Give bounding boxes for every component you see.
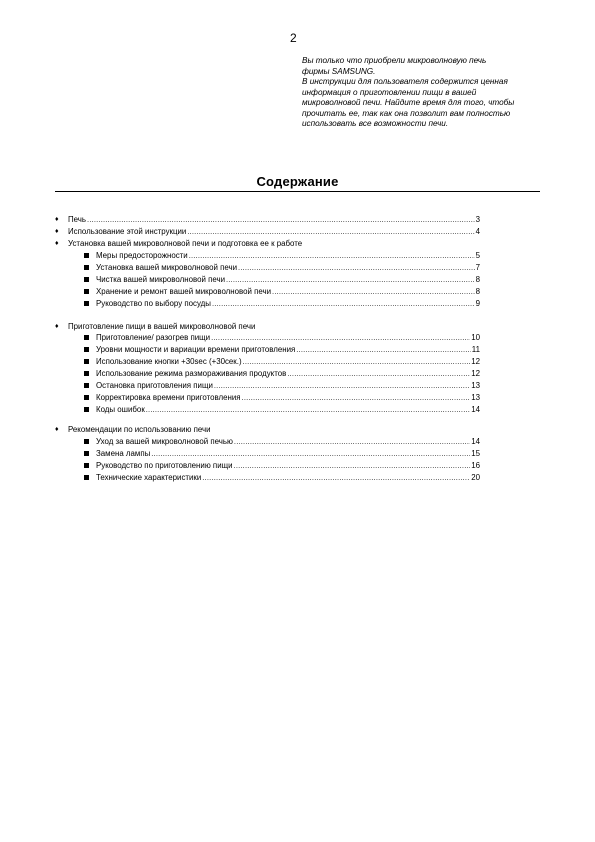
- square-bullet-icon: [84, 335, 89, 340]
- toc-entry-page: 14: [471, 405, 480, 414]
- dot-leader: [272, 287, 475, 297]
- dot-leader: [243, 357, 471, 367]
- square-bullet-icon: [84, 383, 89, 388]
- toc-entry[interactable]: [96, 473, 480, 483]
- toc-entry-label: Замена лампы: [96, 449, 151, 458]
- dot-leader: [151, 449, 470, 459]
- toc-entry[interactable]: [96, 449, 480, 459]
- toc-entry-page: 8: [475, 287, 480, 296]
- square-bullet-icon: [84, 347, 89, 352]
- toc-entry-label: Руководство по приготовлению пищи: [96, 461, 233, 470]
- toc-entry-label: Остановка приготовления пищи: [96, 381, 213, 390]
- square-bullet-icon: [84, 395, 89, 400]
- dot-leader: [242, 393, 471, 403]
- dot-leader: [87, 215, 475, 225]
- toc-entry-page: 9: [475, 299, 480, 308]
- toc-entry-page: 13: [471, 393, 480, 402]
- toc-entry-label: Хранение и ремонт вашей микроволновой печи: [96, 287, 272, 296]
- dot-leader: [214, 381, 470, 391]
- diamond-bullet-icon: ♦: [55, 240, 59, 247]
- toc-entry-page: 14: [471, 437, 480, 446]
- dot-leader: [211, 333, 470, 343]
- square-bullet-icon: [84, 407, 89, 412]
- toc-entry-page: 7: [475, 263, 480, 272]
- toc-entry[interactable]: [68, 227, 480, 237]
- toc-entry[interactable]: [96, 299, 480, 309]
- dot-leader: [238, 263, 475, 273]
- toc-entry-label: Меры предосторожности: [96, 251, 188, 260]
- dot-leader: [234, 437, 470, 447]
- toc-entry-label: Использование кнопки +30sec (+30сек.): [96, 357, 242, 366]
- toc-entry-label: Руководство по выбору посуды: [96, 299, 211, 308]
- intro-text: [302, 56, 552, 130]
- dot-leader: [187, 227, 474, 237]
- toc-entry-page: 13: [471, 381, 480, 390]
- intro-line: микроволновой печи. Найдите время для того, чтобы: [302, 98, 515, 107]
- intro-line: прочитать ее, так как она позволит вам полностью: [302, 108, 511, 118]
- toc-entry[interactable]: [96, 287, 480, 297]
- toc-entry[interactable]: [96, 369, 480, 379]
- intro-line: Вы только что приобрели микроволновую печь: [302, 56, 487, 65]
- dot-leader: [202, 473, 470, 483]
- intro-line: В инструкции для пользователя содержится ценная: [302, 77, 508, 86]
- square-bullet-icon: [84, 475, 89, 480]
- toc-entry[interactable]: [96, 461, 480, 471]
- title-divider: [55, 191, 540, 192]
- toc-entry[interactable]: [96, 357, 480, 367]
- toc-entry-label: Печь: [68, 215, 87, 224]
- toc-entry-page: 20: [471, 473, 480, 482]
- toc-entry-label: Уход за вашей микроволновой печью: [96, 437, 233, 446]
- intro-line: информация о приготовлении пищи в вашей: [302, 87, 477, 97]
- toc-section-heading[interactable]: Установка вашей микроволновой печи и подготовка ее к работе: [68, 239, 303, 248]
- toc-entry[interactable]: [96, 381, 480, 391]
- diamond-bullet-icon: ♦: [55, 323, 59, 330]
- toc-entry-label: Приготовление/ разогрев пищи: [96, 333, 211, 342]
- toc-entry-page: 11: [471, 345, 480, 354]
- toc-entry-page: 8: [475, 275, 480, 284]
- page-number: 2: [290, 31, 297, 45]
- intro-line: фирмы SAMSUNG.: [302, 66, 376, 76]
- toc-entry-page: 12: [471, 357, 480, 366]
- square-bullet-icon: [84, 359, 89, 364]
- toc-entry[interactable]: [96, 437, 480, 447]
- diamond-bullet-icon: ♦: [55, 228, 59, 235]
- diamond-bullet-icon: ♦: [55, 426, 59, 433]
- toc-entry-page: 12: [471, 369, 480, 378]
- dot-leader: [296, 345, 471, 355]
- intro-line: использовать все возможности печи.: [302, 119, 449, 128]
- square-bullet-icon: [84, 301, 89, 306]
- square-bullet-icon: [84, 371, 89, 376]
- toc-entry-page: 5: [475, 251, 480, 260]
- square-bullet-icon: [84, 439, 89, 444]
- dot-leader: [226, 275, 475, 285]
- square-bullet-icon: [84, 253, 89, 258]
- toc-entry-label: Чистка вашей микроволновой печи: [96, 275, 225, 284]
- toc-entry-label: Использование этой инструкции: [68, 227, 187, 236]
- square-bullet-icon: [84, 289, 89, 294]
- toc-entry-label: Уровни мощности и вариации времени приготовления: [96, 345, 296, 354]
- dot-leader: [146, 405, 470, 415]
- dot-leader: [212, 299, 475, 309]
- square-bullet-icon: [84, 463, 89, 468]
- toc-entry-label: Коды ошибок: [96, 405, 145, 414]
- toc-entry-page: 10: [471, 333, 480, 342]
- toc-entry[interactable]: [96, 333, 480, 343]
- toc-entry[interactable]: [96, 345, 480, 355]
- toc-entry-label: Корректировка времени приготовления: [96, 393, 241, 402]
- contents-title: Содержание: [256, 174, 339, 189]
- toc-section-heading[interactable]: Приготовление пищи в вашей микроволновой печи: [68, 322, 256, 331]
- toc-entry-page: 15: [471, 449, 480, 458]
- dot-leader: [287, 369, 470, 379]
- square-bullet-icon: [84, 277, 89, 282]
- toc-entry-page: 4: [475, 227, 480, 236]
- toc-entry[interactable]: [68, 215, 480, 225]
- dot-leader: [189, 251, 475, 261]
- toc-entry[interactable]: [96, 275, 480, 285]
- toc-entry[interactable]: [96, 393, 480, 403]
- toc-entry[interactable]: [96, 263, 480, 273]
- toc-entry-label: Технические характеристики: [96, 473, 202, 482]
- toc-entry-page: 3: [475, 215, 480, 224]
- toc-entry-page: 16: [471, 461, 480, 470]
- dot-leader: [234, 461, 471, 471]
- toc-entry[interactable]: [96, 405, 480, 415]
- diamond-bullet-icon: ♦: [55, 216, 59, 223]
- square-bullet-icon: [84, 265, 89, 270]
- toc-section-heading[interactable]: Рекомендации по использованию печи: [68, 425, 211, 434]
- toc-entry-label: Установка вашей микроволновой печи: [96, 263, 238, 272]
- square-bullet-icon: [84, 451, 89, 456]
- toc-entry-label: Использование режима размораживания продуктов: [96, 369, 287, 378]
- toc-entry[interactable]: [96, 251, 480, 261]
